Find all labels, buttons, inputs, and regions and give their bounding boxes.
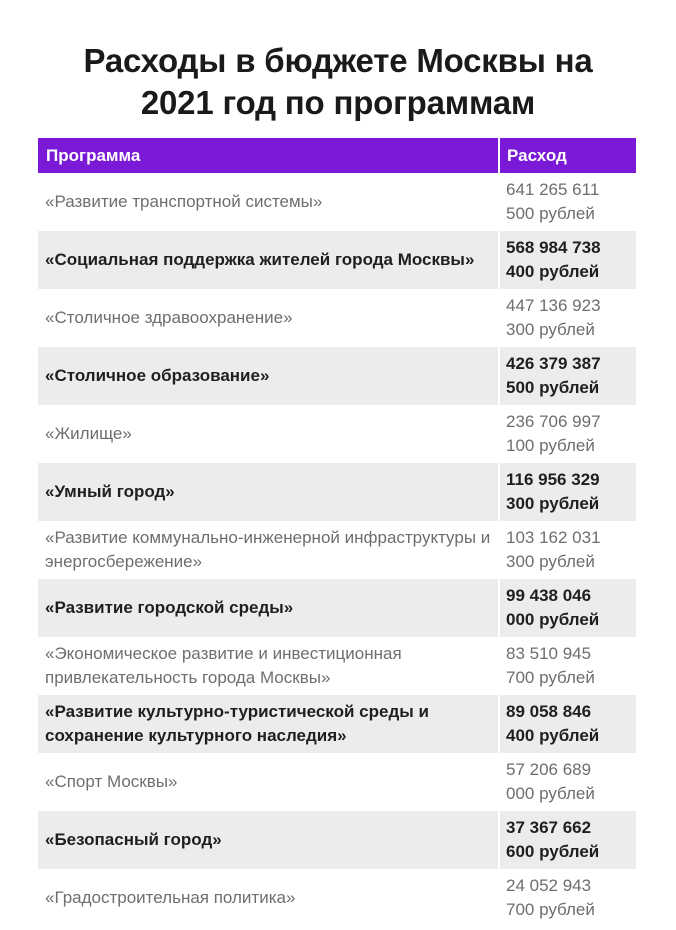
amount-line: 37 367 662 <box>506 818 592 837</box>
amount-line: 400 рублей <box>506 726 600 745</box>
amount-cell <box>499 637 636 695</box>
program-name-cell: «Экономическое развитие и инвестиционная привлекательность города Москвы» <box>38 637 499 695</box>
table-row <box>38 463 636 521</box>
amount-cell <box>499 231 636 289</box>
amount-line: 24 052 943 <box>506 876 592 895</box>
amount-line: 300 рублей <box>506 320 595 339</box>
page-title <box>0 40 676 124</box>
amount-line: 700 рублей <box>506 900 595 919</box>
amount-line: 500 рублей <box>506 378 600 397</box>
table-row <box>38 869 636 927</box>
amount-cell <box>499 521 636 579</box>
amount-line: 236 706 997 <box>506 412 601 431</box>
amount-line: 116 956 329 <box>506 470 600 489</box>
amount-line: 57 206 689 <box>506 760 592 779</box>
amount-line: 447 136 923 <box>506 296 601 315</box>
program-name-cell: «Столичное здравоохранение» <box>38 289 499 347</box>
column-header-program: Программа <box>38 138 499 173</box>
table-row <box>38 753 636 811</box>
amount-line: 641 265 611 <box>506 180 600 199</box>
table-row <box>38 405 636 463</box>
amount-cell <box>499 405 636 463</box>
amount-line: 83 510 945 <box>506 644 592 663</box>
amount-line: 600 рублей <box>506 842 600 861</box>
table-row <box>38 579 636 637</box>
program-name-cell: «Социальная поддержка жителей города Москвы» <box>38 231 499 289</box>
program-name-cell: «Безопасный город» <box>38 811 499 869</box>
table-row <box>38 811 636 869</box>
amount-line: 000 рублей <box>506 610 600 629</box>
table-row <box>38 289 636 347</box>
amount-line: 500 рублей <box>506 204 595 223</box>
program-name-cell: «Спорт Москвы» <box>38 753 499 811</box>
amount-cell <box>499 869 636 927</box>
table-row <box>38 231 636 289</box>
amount-line: 568 984 738 <box>506 238 601 257</box>
amount-line: 426 379 387 <box>506 354 601 373</box>
amount-cell <box>499 753 636 811</box>
amount-line: 300 рублей <box>506 552 595 571</box>
budget-table <box>38 138 636 927</box>
program-name-cell: «Столичное образование» <box>38 347 499 405</box>
amount-cell <box>499 289 636 347</box>
amount-line: 700 рублей <box>506 668 595 687</box>
program-name-cell: «Развитие коммунально-инженерной инфраструктуры и энергосбережение» <box>38 521 499 579</box>
title-line-2: 2021 год по программам <box>140 84 536 122</box>
amount-cell <box>499 173 636 231</box>
program-name-cell: «Умный город» <box>38 463 499 521</box>
amount-cell <box>499 695 636 753</box>
amount-line: 300 рублей <box>506 494 600 513</box>
amount-line: 99 438 046 <box>506 586 592 605</box>
column-header-amount: Расход <box>499 138 636 173</box>
program-name-cell: «Жилище» <box>38 405 499 463</box>
amount-line: 100 рублей <box>506 436 595 455</box>
amount-cell <box>499 811 636 869</box>
program-name-cell: «Градостроительная политика» <box>38 869 499 927</box>
amount-cell <box>499 579 636 637</box>
table-row <box>38 173 636 231</box>
program-name-cell: «Развитие транспортной системы» <box>38 173 499 231</box>
amount-line: 400 рублей <box>506 262 600 281</box>
table-row <box>38 637 636 695</box>
amount-line: 89 058 846 <box>506 702 592 721</box>
amount-cell <box>499 463 636 521</box>
amount-cell <box>499 347 636 405</box>
amount-line: 103 162 031 <box>506 528 601 547</box>
table-row <box>38 347 636 405</box>
title-line-1: Расходы в бюджете Москвы на <box>83 42 593 80</box>
table-header-row <box>38 138 636 173</box>
program-name-cell: «Развитие культурно-туристической среды и сохранение культурного наследия» <box>38 695 499 753</box>
table-body <box>38 173 636 927</box>
program-name-cell: «Развитие городской среды» <box>38 579 499 637</box>
table-row <box>38 695 636 753</box>
table-row <box>38 521 636 579</box>
amount-line: 000 рублей <box>506 784 595 803</box>
